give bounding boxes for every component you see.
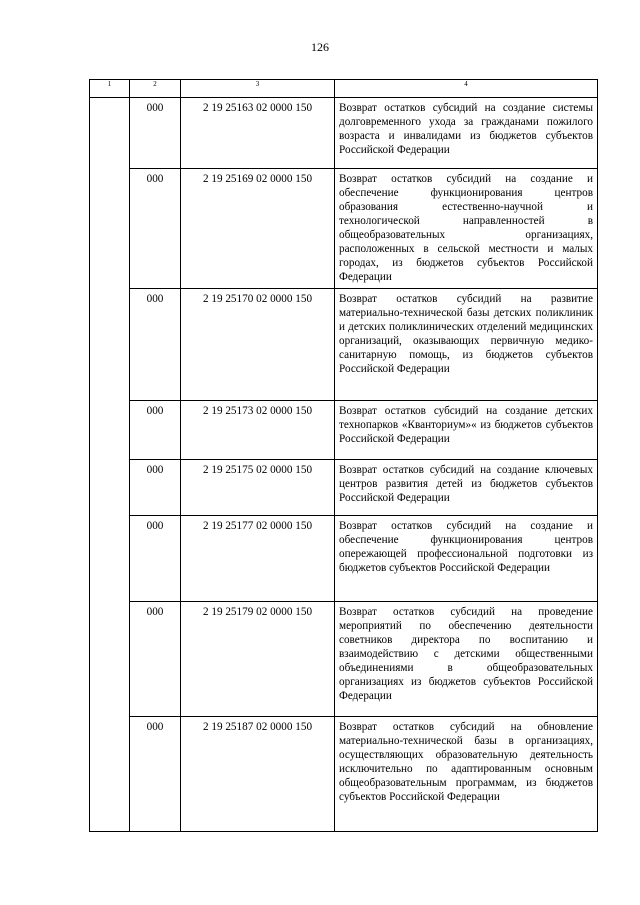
description-cell: Возврат остатков субсидий на создание и обеспечение функционирования центров опережающей профессиональной подготовки из бюджетов субъектов Российской Федерации (335, 516, 598, 602)
description-cell: Возврат остатков субсидий на создание и обеспечение функционирования центров образования естественно-научной и технологической направленностей в общеобразовательных организациях, расположенных в сельской местности и малых городах, из бюджетов субъектов Российской Федерации (335, 169, 598, 289)
description-cell: Возврат остатков субсидий на обновление материально-технической базы в организациях, осуществляющих образовательную деятельность исключительно по адаптированным основным общеобразовательным программам, из бюджетов субъектов Российской Федерации (335, 717, 598, 832)
table-row (90, 717, 598, 832)
description-cell: Возврат остатков субсидий на создание детских технопарков «Кванториум»« из бюджетов субъектов Российской Федерации (335, 401, 598, 460)
page-number: 126 (311, 40, 329, 54)
description-cell: Возврат остатков субсидий на создание ключевых центров развития детей из бюджетов субъектов Российской Федерации (335, 460, 598, 516)
column-header-4: 4 (335, 80, 598, 98)
budget-code-cell: 2 19 25177 02 0000 150 (181, 516, 335, 602)
table-row (90, 602, 598, 717)
admin-code-cell: 000 (130, 516, 181, 602)
budget-code-cell: 2 19 25170 02 0000 150 (181, 289, 335, 401)
table-row (90, 401, 598, 460)
admin-code-cell: 000 (130, 460, 181, 516)
description-cell: Возврат остатков субсидий на развитие материально-технической базы детских поликлиник и детских поликлинических отделений медицинских организаций, оказывающих первичную медико-санитарную помощь, из бюджетов субъектов Российской Федерации (335, 289, 598, 401)
budget-code-cell: 2 19 25179 02 0000 150 (181, 602, 335, 717)
admin-code-cell: 000 (130, 169, 181, 289)
column-header-2: 2 (130, 80, 181, 98)
table-row (90, 516, 598, 602)
budget-code-cell: 2 19 25163 02 0000 150 (181, 98, 335, 169)
budget-codes-table (89, 79, 598, 832)
budget-code-cell: 2 19 25187 02 0000 150 (181, 717, 335, 832)
table-row (90, 169, 598, 289)
table-header-row (90, 80, 598, 98)
admin-code-cell: 000 (130, 401, 181, 460)
budget-code-cell: 2 19 25173 02 0000 150 (181, 401, 335, 460)
column-header-3: 3 (181, 80, 335, 98)
admin-code-cell: 000 (130, 717, 181, 832)
budget-code-cell: 2 19 25169 02 0000 150 (181, 169, 335, 289)
description-cell: Возврат остатков субсидий на проведение мероприятий по обеспечению деятельности советников директора по воспитанию и взаимодействию с детскими общественными объединениями в общеобразовательных организациях из бюджетов субъектов Российской Федерации (335, 602, 598, 717)
admin-code-cell: 000 (130, 98, 181, 169)
description-cell: Возврат остатков субсидий на создание системы долговременного ухода за гражданами пожилого возраста и инвалидами из бюджетов субъектов Российской Федерации (335, 98, 598, 169)
table-row (90, 460, 598, 516)
column-header-1: 1 (90, 80, 130, 98)
table-row (90, 98, 598, 169)
admin-code-cell: 000 (130, 289, 181, 401)
budget-code-cell: 2 19 25175 02 0000 150 (181, 460, 335, 516)
empty-first-column-cell (90, 98, 130, 832)
table-row (90, 289, 598, 401)
admin-code-cell: 000 (130, 602, 181, 717)
